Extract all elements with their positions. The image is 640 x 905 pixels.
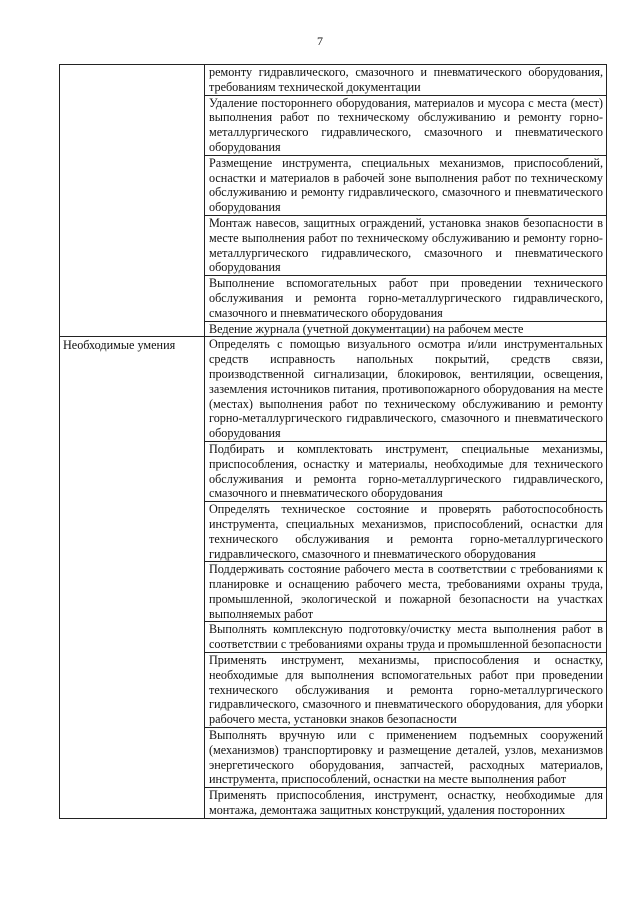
table-row xyxy=(60,65,607,96)
table-cell-text: Ведение журнала (учетной документации) на рабочем месте xyxy=(205,321,607,337)
table-cell-text: Монтаж навесов, защитных ограждений, установка знаков безопасности в месте выполнения работ по техническому обслуживанию и ремонту горно-металлургического гидравлического, смазочного и пневматического оборудования xyxy=(205,215,607,275)
table-cell-text: Подбирать и комплектовать инструмент, специальные механизмы, приспособления, оснастку и материалы, необходимые для технического обслуживания и ремонта горно-металлургического гидравлического, смазочного и пневматического оборудования xyxy=(205,441,607,501)
table-row xyxy=(60,337,607,442)
table-cell-text: Размещение инструмента, специальных механизмов, приспособлений, оснастки и материалов в рабочей зоне выполнения работ по техническому обслуживанию и ремонту гидравлического, смазочного и пневматического оборудования xyxy=(205,155,607,215)
competency-table xyxy=(59,64,607,819)
table-cell-text: Выполнение вспомогательных работ при проведении технического обслуживания и ремонта горно-металлургического гидравлического, смазочного и пневматического оборудования xyxy=(205,276,607,321)
table-cell-text: Применять инструмент, механизмы, приспособления и оснастку, необходимые для выполнения вспомогательных работ при проведении технического обслуживания и ремонта горно-металлургического гидравлического, смазочного и пневматического оборудования, для уборки рабочего места, установки знаков безопасности xyxy=(205,653,607,728)
table-cell-text: Удаление постороннего оборудования, материалов и мусора с места (мест) выполнения работ по техническому обслуживанию и ремонту горно-металлургического гидравлического, смазочного и пневматического оборудования xyxy=(205,95,607,155)
section-label-skills: Необходимые умения xyxy=(60,337,205,819)
page-number: 7 xyxy=(317,34,323,48)
table-cell-text: Определять с помощью визуального осмотра и/или инструментальных средств исправность напольных покрытий, средств связи, производственной сигнализации, блокировок, вентиляции, освещения, заземления источников питания, противопожарного оборудования на месте (местах) выполнения работ по техническому обслуживанию и ремонту горно-металлургического гидравлического, смазочного и пневматического оборудования xyxy=(205,337,607,442)
table-cell-text: Определять техническое состояние и проверять работоспособность инструмента, специальных механизмов, приспособлений, оснастки для технического обслуживания и ремонта горно-металлургического гидравлического, смазочного и пневматического оборудования xyxy=(205,502,607,562)
table-cell-text: Выполнять вручную или с применением подъемных сооружений (механизмов) транспортировку и размещение деталей, узлов, механизмов энергетического оборудования, запчастей, расходных материалов, инструмента, приспособлений, оснастки на месте выполнения работ xyxy=(205,728,607,788)
table-cell-text: ремонту гидравлического, смазочного и пневматического оборудования, требованиям технической документации xyxy=(205,65,607,96)
table-cell-text: Применять приспособления, инструмент, оснастку, необходимые для монтажа, демонтажа защитных конструкций, удаления посторонних xyxy=(205,788,607,819)
table-cell-text: Выполнять комплексную подготовку/очистку места выполнения работ в соответствии с требованиями охраны труда и промышленной безопасности xyxy=(205,622,607,653)
table-cell-text: Поддерживать состояние рабочего места в соответствии с требованиями к планировке и оснащению рабочего места, требованиями охраны труда, промышленной, экологической и пожарной безопасности на участках выполняемых работ xyxy=(205,562,607,622)
table-cell-label xyxy=(60,65,205,337)
